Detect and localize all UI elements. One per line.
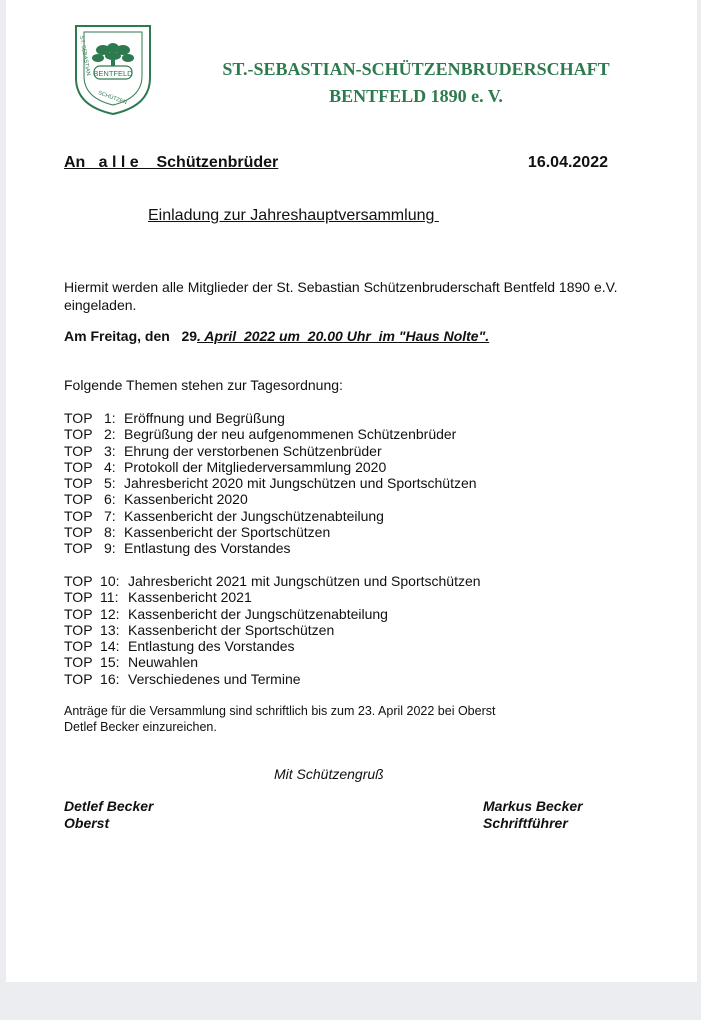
meeting-time-location: . April 2022 um 20.00 Uhr im "Haus Nolte".	[197, 328, 490, 344]
agenda-item-text: Kassenbericht 2021	[128, 589, 252, 606]
agenda-item	[64, 524, 477, 540]
agenda-item-number: TOP 6:	[64, 491, 116, 508]
agenda-intro: Folgende Themen stehen zur Tagesordnung:	[64, 377, 343, 393]
agenda-item-text: Kassenbericht der Sportschützen	[124, 524, 331, 541]
agenda-item	[64, 540, 477, 556]
agenda-item-number: TOP 15:	[64, 654, 120, 671]
svg-text:BENTFELD: BENTFELD	[93, 69, 133, 78]
organization-name-line2: BENTFELD 1890 e. V.	[329, 86, 503, 106]
agenda-item-number: TOP 16:	[64, 670, 120, 687]
signature-left-role: Oberst	[64, 814, 110, 831]
agenda-item	[64, 671, 481, 687]
agenda-item	[64, 589, 481, 605]
agenda-item-number: TOP 7:	[64, 507, 116, 524]
agenda-list-part1	[64, 410, 477, 557]
agenda-item-number: TOP 3:	[64, 442, 116, 459]
agenda-item-number: TOP 4:	[64, 458, 116, 475]
agenda-item-text: Entlastung des Vorstandes	[124, 540, 291, 557]
intro-paragraph: Hiermit werden alle Mitglieder der St. Sebastian Schützenbruderschaft Bentfeld 1890 e.V. eingeladen.	[64, 279, 618, 313]
agenda-item-text: Neuwahlen	[128, 654, 199, 671]
agenda-item	[64, 410, 477, 426]
signature-left	[64, 798, 154, 831]
organization-name	[206, 56, 626, 110]
agenda-item-text: Begrüßung der neu aufgenommenen Schützenbrüder	[124, 426, 457, 443]
agenda-item-number: TOP 2:	[64, 426, 116, 443]
svg-text:ST. SEBASTIAN: ST. SEBASTIAN	[78, 35, 91, 77]
agenda-item	[64, 606, 481, 622]
agenda-item-number: TOP 14:	[64, 638, 120, 655]
agenda-item	[64, 654, 481, 670]
club-crest-logo	[70, 22, 156, 117]
agenda-item-text: Protokoll der Mitgliederversammlung 2020	[124, 458, 387, 475]
agenda-item	[64, 443, 477, 459]
svg-text:SCHÜTZEN: SCHÜTZEN	[97, 90, 128, 107]
addressee: An a l l e Schützenbrüder	[64, 154, 279, 171]
agenda-item-number: TOP 13:	[64, 621, 120, 638]
agenda-item-text: Kassenbericht 2020	[124, 491, 248, 508]
agenda-item	[64, 491, 477, 507]
agenda-item	[64, 573, 481, 589]
agenda-item-number: TOP 10:	[64, 573, 120, 589]
signature-right	[483, 798, 583, 831]
agenda-item-number: TOP 1:	[64, 410, 116, 426]
agenda-item	[64, 459, 477, 475]
agenda-item-text: Jahresbericht 2020 mit Jungschützen und Sportschützen	[124, 475, 477, 492]
letter-page	[6, 0, 697, 982]
agenda-item-text: Eröffnung und Begrüßung	[124, 410, 285, 426]
agenda-item-number: TOP 11:	[64, 589, 119, 606]
motions-note: Anträge für die Versammlung sind schriftlich bis zum 23. April 2022 bei Oberst Detlef Becker einzureichen.	[64, 704, 496, 734]
agenda-item	[64, 475, 477, 491]
agenda-item-number: TOP 9:	[64, 540, 116, 557]
agenda-item-number: TOP 8:	[64, 524, 116, 541]
agenda-item-text: Ehrung der verstorbenen Schützenbrüder	[124, 442, 382, 459]
meeting-date-prefix: Am Freitag, den 29	[64, 328, 198, 344]
agenda-item-text: Kassenbericht der Jungschützenabteilung	[128, 605, 388, 622]
signature-left-name: Detlef Becker	[64, 798, 154, 814]
meeting-details	[64, 328, 489, 344]
agenda-item-text: Kassenbericht der Sportschützen	[128, 621, 335, 638]
agenda-item-text: Verschiedenes und Termine	[128, 670, 301, 687]
agenda-item-number: TOP 5:	[64, 475, 116, 492]
letter-date: 16.04.2022	[527, 154, 608, 171]
agenda-item	[64, 638, 481, 654]
letter-subject: Einladung zur Jahreshauptversammlung	[148, 207, 439, 224]
signature-right-role: Schriftführer	[483, 814, 568, 831]
agenda-list-part2	[64, 573, 481, 687]
agenda-item	[64, 508, 477, 524]
agenda-item-text: Jahresbericht 2021 mit Jungschützen und Sportschützen	[128, 573, 481, 589]
agenda-item	[64, 426, 477, 442]
organization-name-line1: ST.-SEBASTIAN-SCHÜTZENBRUDERSCHAFT	[222, 59, 610, 79]
agenda-item-text: Entlastung des Vorstandes	[128, 638, 295, 655]
signature-right-name: Markus Becker	[483, 798, 583, 814]
agenda-item-number: TOP 12:	[64, 605, 120, 622]
closing-greeting: Mit Schützengruß	[274, 766, 384, 782]
agenda-item	[64, 622, 481, 638]
agenda-item-text: Kassenbericht der Jungschützenabteilung	[124, 507, 384, 524]
